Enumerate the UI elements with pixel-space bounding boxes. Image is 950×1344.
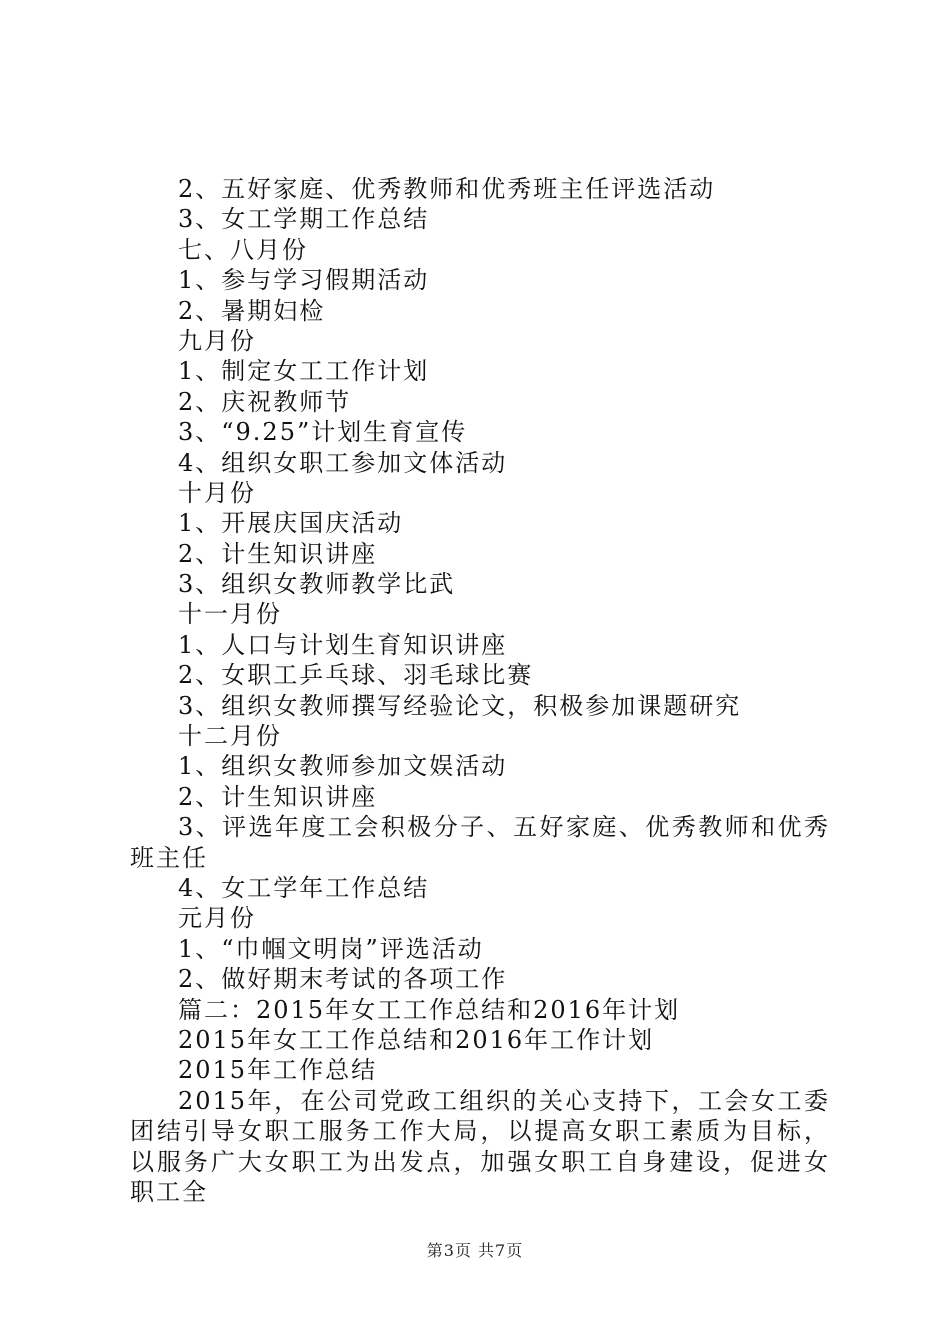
body-line: 2、计生知识讲座 xyxy=(178,539,378,568)
body-line: 1、组织女教师参加文娱活动 xyxy=(178,752,508,781)
body-line: 1、参与学习假期活动 xyxy=(178,266,430,295)
body-line: 3、女工学期工作总结 xyxy=(178,205,430,234)
body-line: 1、人口与计划生育知识讲座 xyxy=(178,630,508,659)
body-line: 3、组织女教师撰写经验论文，积极参加课题研究 xyxy=(178,691,742,720)
section-heading: 十二月份 xyxy=(178,722,282,751)
body-line: 4、组织女职工参加文体活动 xyxy=(178,448,508,477)
body-line: 3、组织女教师教学比武 xyxy=(178,570,456,599)
section-heading: 元月份 xyxy=(178,904,256,933)
body-line: 2、女职工乒乓球、羽毛球比赛 xyxy=(178,661,534,690)
section-heading: 十一月份 xyxy=(178,600,282,629)
body-line: 2、做好期末考试的各项工作 xyxy=(178,965,508,994)
section-heading: 九月份 xyxy=(178,326,256,355)
body-paragraph: 2015年，在公司党政工组织的关心支持下，工会女工委团结引导女职工服务工作大局，以提高女职工素质为目标，以服务广大女职工为出发点，加强女职工自身建设，促进女职工全 xyxy=(130,1086,830,1206)
body-line: 2、暑期妇检 xyxy=(178,296,326,325)
body-line: 3、“9.25”计划生育宣传 xyxy=(178,418,468,447)
section-heading: 2015年工作总结 xyxy=(178,1056,378,1085)
document-body xyxy=(130,174,830,1207)
section-heading: 十月份 xyxy=(178,478,256,507)
section-heading: 七、八月份 xyxy=(178,235,308,264)
body-line: 4、女工学年工作总结 xyxy=(178,874,430,903)
body-line: 2、庆祝教师节 xyxy=(178,387,352,416)
body-line: 1、开展庆国庆活动 xyxy=(178,509,404,538)
body-line: 1、制定女工工作计划 xyxy=(178,357,430,386)
body-line: 1、“巾帼文明岗”评选活动 xyxy=(178,934,484,963)
article-subtitle: 2015年女工工作总结和2016年工作计划 xyxy=(178,1025,655,1054)
article-title: 篇二：2015年女工工作总结和2016年计划 xyxy=(178,995,681,1024)
body-line: 2、五好家庭、优秀教师和优秀班主任评选活动 xyxy=(178,175,716,203)
body-paragraph: 3、评选年度工会积极分子、五好家庭、优秀教师和优秀班主任 xyxy=(130,813,830,872)
body-line: 2、计生知识讲座 xyxy=(178,782,378,811)
page-footer: 第3页 共7页 xyxy=(426,1241,524,1260)
